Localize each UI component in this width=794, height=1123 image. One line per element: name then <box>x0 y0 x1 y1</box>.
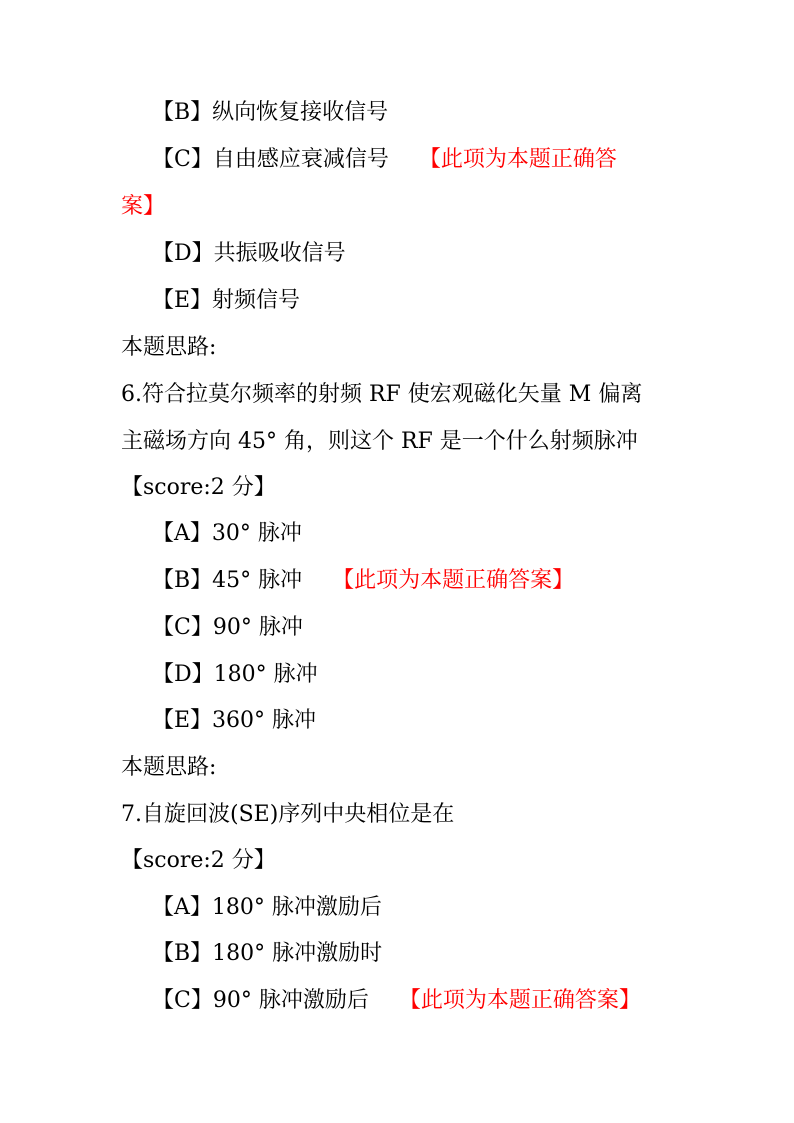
q7-option-a <box>152 893 382 923</box>
q5-option-e <box>152 286 300 316</box>
option-label: 【C】90° 脉冲激励后 <box>152 988 369 1013</box>
q6-stem-line2: 主磁场方向 45° 角，则这个 RF 是一个什么射频脉冲 <box>121 429 638 454</box>
option-label: 【C】自由感应衰减信号 <box>152 147 389 172</box>
option-label: 【C】90° 脉冲 <box>152 615 303 640</box>
q6-option-e <box>152 706 316 736</box>
q6-option-c <box>152 613 303 643</box>
q5-analysis-label: 本题思路: <box>121 335 217 360</box>
option-label: 【A】180° 脉冲激励后 <box>152 895 382 920</box>
correct-answer-mark: 【此项为本题正确答案】 <box>332 568 575 593</box>
correct-answer-mark: 【此项为本题正确答 <box>418 147 617 172</box>
q6-option-d <box>152 660 318 690</box>
q7-stem: 7.自旋回波(SE)序列中央相位是在 <box>121 802 455 827</box>
q5-option-b <box>152 98 388 128</box>
correct-answer-mark-continued: 案】 <box>121 194 166 219</box>
option-label: 【E】射频信号 <box>152 288 301 313</box>
q7-option-b <box>152 939 382 969</box>
q6-analysis-label: 本题思路: <box>121 755 217 780</box>
option-label: 【B】45° 脉冲 <box>152 568 303 593</box>
q7-option-c <box>152 986 641 1016</box>
option-label: 【D】180° 脉冲 <box>152 662 318 687</box>
q5-option-d <box>152 239 346 269</box>
option-label: 【E】360° 脉冲 <box>152 708 317 733</box>
option-label: 【B】180° 脉冲激励时 <box>152 941 383 966</box>
q6-option-b <box>152 566 574 596</box>
q6-option-a <box>152 519 302 549</box>
option-label: 【A】30° 脉冲 <box>152 521 302 546</box>
q7-score: 【score:2 分】 <box>121 848 276 873</box>
q6-stem-line1: 6.符合拉莫尔频率的射频 RF 使宏观磁化矢量 M 偏离 <box>121 382 643 407</box>
q6-score: 【score:2 分】 <box>121 475 276 500</box>
option-label: 【D】共振吸收信号 <box>152 241 346 266</box>
option-label: 【B】纵向恢复接收信号 <box>152 100 389 125</box>
q5-option-c <box>152 145 617 175</box>
correct-answer-mark: 【此项为本题正确答案】 <box>398 988 641 1013</box>
